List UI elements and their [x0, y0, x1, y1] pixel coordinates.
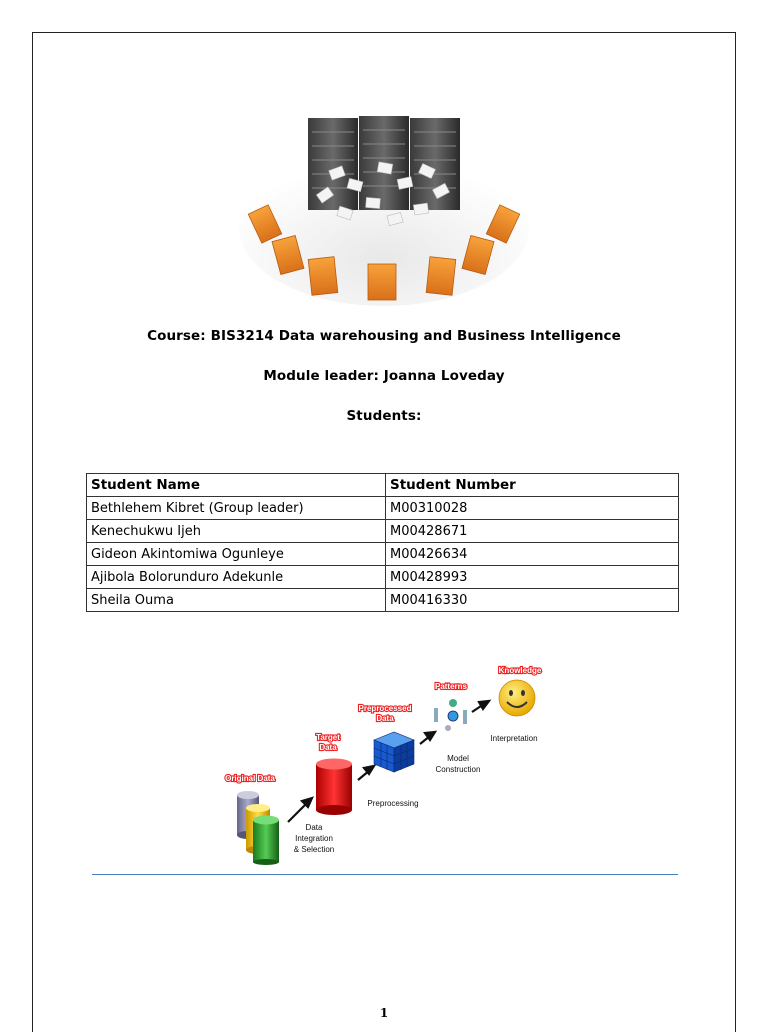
student-number: M00426634 [386, 543, 679, 566]
student-number: M00310028 [386, 497, 679, 520]
label-preprocessed-data-2: Data [376, 714, 394, 723]
label-knowledge: Knowledge [498, 666, 542, 675]
label-preprocessing: Preprocessing [367, 799, 419, 808]
label-original-data: Original Data [225, 774, 275, 783]
data-warehouse-illustration [238, 108, 530, 308]
label-preprocessed-data-1: Preprocessed [358, 704, 412, 713]
students-table [86, 473, 679, 612]
label-patterns: Patterns [434, 682, 468, 691]
table-header-row [87, 474, 679, 497]
student-name: Sheila Ouma [87, 589, 386, 612]
table-row [87, 497, 679, 520]
table-row [87, 543, 679, 566]
module-leader: Module leader: Joanna Loveday [263, 368, 505, 384]
database-icon [237, 791, 279, 865]
horizontal-rule [92, 874, 678, 875]
table-row [87, 520, 679, 543]
student-number: M00428671 [386, 520, 679, 543]
label-data-integration-3: & Selection [293, 845, 335, 854]
table-row [87, 566, 679, 589]
label-model-construction-1: Model [447, 754, 469, 763]
student-name: Bethlehem Kibret (Group leader) [87, 497, 386, 520]
course-title: Course: BIS3214 Data warehousing and Business Intelligence [147, 328, 621, 344]
patterns-icon [434, 699, 467, 731]
column-header-name: Student Name [87, 474, 386, 497]
label-target-data-1: Target [316, 733, 340, 742]
label-interpretation: Interpretation [490, 734, 538, 743]
student-number: M00428993 [386, 566, 679, 589]
student-name: Ajibola Bolorunduro Adekunle [87, 566, 386, 589]
student-name: Kenechukwu Ijeh [87, 520, 386, 543]
target-database-icon [316, 759, 352, 816]
page-number: 1 [379, 1006, 389, 1020]
student-number: M00416330 [386, 589, 679, 612]
label-data-integration-1: Data [305, 823, 323, 832]
students-heading: Students: [346, 408, 422, 424]
table-row [87, 589, 679, 612]
label-model-construction-2: Construction [435, 765, 481, 774]
student-name: Gideon Akintomiwa Ogunleye [87, 543, 386, 566]
column-header-number: Student Number [386, 474, 679, 497]
data-cube-icon [374, 732, 414, 772]
label-target-data-2: Data [319, 743, 337, 752]
kdd-process-diagram [222, 660, 562, 865]
smiley-icon [499, 680, 535, 716]
label-data-integration-2: Integration [295, 834, 333, 843]
